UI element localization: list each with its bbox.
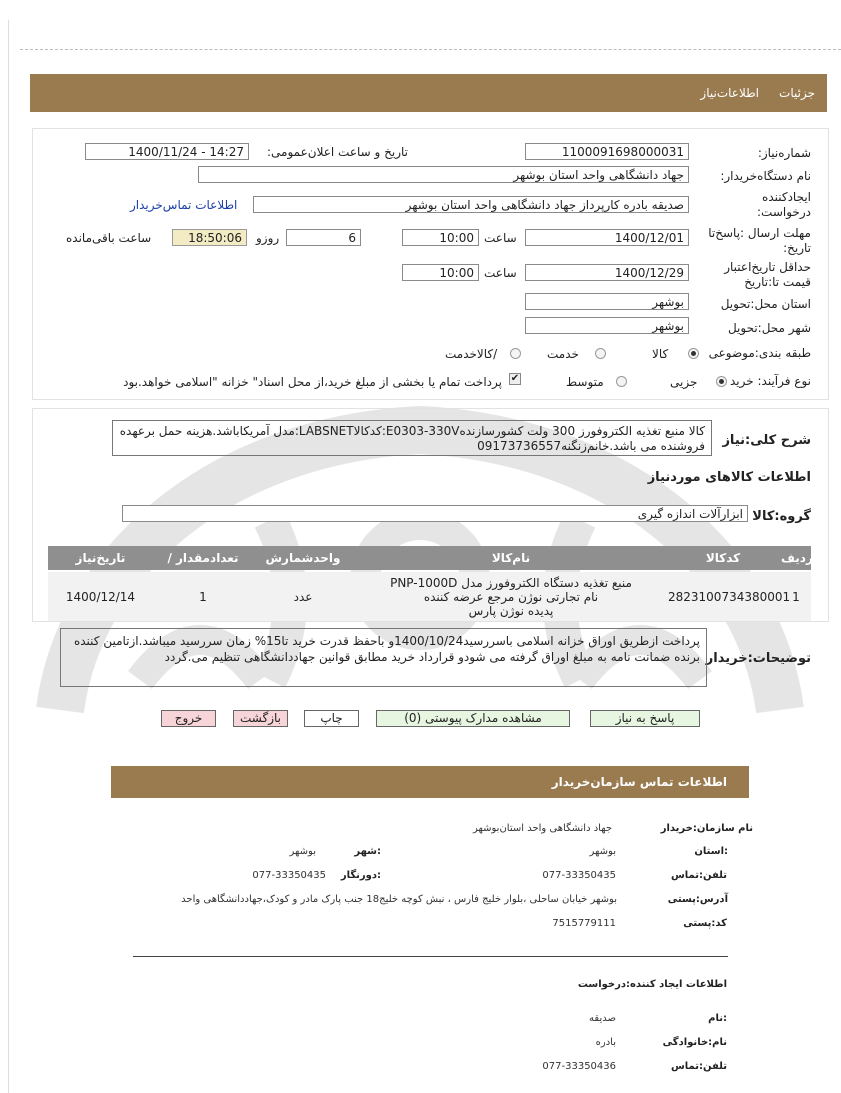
contact-phone-value: 077-33350435 [542, 870, 616, 881]
radio-medium[interactable] [616, 376, 627, 387]
cell-code: 2823100734380001 [668, 590, 791, 604]
respond-button[interactable]: پاسخ به نیاز [590, 710, 700, 727]
announce-label: تاریخ و ساعت اعلان‌عمومی: [266, 145, 408, 159]
deadline-date-field: 1400/12/01 [525, 229, 689, 246]
cell-name-3: پدیده نوژن پارس [468, 604, 554, 618]
creator-family-value: بادره [595, 1037, 616, 1048]
remaining-time-field: 18:50:06 [172, 229, 247, 246]
creator-info-title: اطلاعات ایجاد کننده:درخواست [577, 979, 727, 990]
deadline-label: مهلت ارسال :پاسخ‌تا [708, 226, 811, 240]
validity-label: حداقل تاریخ‌اعتبار [724, 260, 811, 274]
province-label: استان محل:تحویل [720, 297, 811, 311]
tab-need-info[interactable]: اطلاعات‌نیاز [700, 86, 759, 100]
buyer-notes-text: پرداخت ازطریق اوراق خزانه اسلامی باسررسید1400/10/24و باحفظ قدرت خرید تا15% زمان سررسید میباشد.ازتامین کننده برنده ضمانت نامه به مبلغ اوراق گرفته می شودو قرارداد خرید مطابق قوانین جهاددانشگاهی تنظیم می.گردد [60, 628, 707, 687]
announce-field: 1400/11/24 - 14:27 [85, 143, 249, 160]
cell-name-1: منبع تغذیه دستگاه الکتروفورز مدل PNP-1000D [390, 576, 632, 590]
cell-name-2: نام تجارتی نوژن مرجع عرضه کننده [423, 590, 599, 604]
contact-city-label: :شهر [354, 846, 381, 857]
radio-goods-service-label: /کالاخدمت [445, 347, 498, 361]
city-label: شهر محل:تحویل [727, 321, 811, 335]
goods-info-title: اطلاعات کالاهای موردنیاز [647, 470, 811, 485]
th-qty: / تعدادمقدار [167, 551, 239, 565]
contact-buyer-label: نام سازمان:خریدار [660, 823, 753, 834]
creator-phone-label: تلفن:تماس [670, 1061, 727, 1072]
cell-date: 1400/12/14 [65, 590, 136, 604]
contact-fax-value: 077-33350435 [252, 870, 326, 881]
goods-table-header [48, 546, 811, 570]
creator-name-label: :نام [708, 1013, 727, 1024]
radio-service-label: خدمت [547, 347, 579, 361]
creator-label-2: درخواست: [757, 205, 811, 219]
buyer-field: جهاد دانشگاهی واحد استان بوشهر [198, 166, 689, 183]
province-field: بوشهر [525, 293, 689, 310]
buyer-notes-label: توضیحات:خریدار [705, 651, 811, 666]
creator-name-value: صدیقه [589, 1013, 616, 1024]
creator-label: ایجادکننده [762, 190, 811, 204]
validity-time-field: 10:00 [402, 264, 479, 281]
back-button[interactable]: بازگشت [233, 710, 288, 727]
tab-details[interactable]: جزئیات [779, 86, 815, 100]
contact-divider [133, 956, 728, 957]
cell-row: 1 [792, 590, 800, 604]
table-row [48, 572, 811, 621]
contact-province-label: :استان [694, 846, 728, 857]
validity-time-label: ساعت [484, 266, 517, 280]
th-date: تاریخ‌نیاز [75, 551, 126, 565]
radio-service[interactable] [595, 348, 606, 359]
days-label: روزو [256, 231, 280, 245]
process-label: نوع فرآیند: خرید [730, 374, 811, 388]
category-label: طبقه بندی:موضوعی [708, 346, 811, 360]
buyer-contact-link[interactable]: اطلاعات تماس‌خریدار [130, 198, 238, 212]
contact-postal-label: کد:پستی [683, 918, 727, 929]
details-header-bar [30, 74, 827, 112]
need-number-field: 1100091698000031 [525, 143, 689, 160]
deadline-time-field: 10:00 [402, 229, 479, 246]
buyer-label: نام دستگاه‌خریدار: [720, 169, 811, 183]
contact-province-value: بوشهر [589, 846, 616, 857]
cell-unit: عدد [293, 590, 313, 604]
contact-phone-label: تلفن:تماس [670, 870, 727, 881]
treasury-checkbox[interactable]: ✔ [510, 373, 520, 384]
remaining-label: ساعت باقی‌مانده [66, 231, 152, 245]
left-border [8, 20, 9, 1093]
exit-button[interactable]: خروج [161, 710, 216, 727]
attachments-button[interactable]: مشاهده مدارک پیوستی (0) [376, 710, 570, 727]
summary-text: کالا منبع تغذیه الکتروفورز 300 ولت کشورسازندهE0303-330V:کدکالاLABSNET:مدل آمریکاباشد.هزینه حمل برعهده فروشنده می باشد.خانم‌زنگنه09173736557 [112, 420, 712, 456]
deadline-time-label: ساعت [484, 231, 517, 245]
city-field: بوشهر [525, 317, 689, 334]
th-unit: واحدشمارش [265, 551, 341, 565]
radio-goods-label: کالا [652, 347, 669, 361]
radio-partial[interactable] [716, 376, 727, 387]
deadline-label-2: تاریخ: [783, 241, 811, 255]
radio-goods[interactable] [688, 348, 699, 359]
contact-address-label: آدرس:پستی [667, 894, 728, 905]
th-code: کدکالا [705, 551, 741, 565]
radio-goods-service[interactable] [510, 348, 521, 359]
print-button[interactable]: چاپ [304, 710, 359, 727]
validity-label-2: قیمت تا:تاریخ [744, 275, 811, 289]
contact-address-value: بوشهر خیابان ساحلی ،بلوار خلیج فارس ، نبش کوچه خلیج18 جنب پارک مادر و کودک،جهاددانشگاهی واحد [181, 894, 617, 905]
cell-qty: 1 [199, 590, 207, 604]
contact-title: اطلاعات تماس سازمان‌خریدار [551, 775, 727, 789]
days-field: 6 [286, 229, 361, 246]
contact-postal-value: 7515779111 [552, 918, 616, 929]
top-divider [20, 49, 841, 50]
contact-fax-label: :دورنگار [340, 870, 381, 881]
group-field: ابزارآلات اندازه گیری [122, 505, 748, 522]
contact-city-value: بوشهر [289, 846, 316, 857]
creator-phone-value: 077-33350436 [542, 1061, 616, 1072]
th-row: ردیف [781, 551, 813, 565]
th-name: نام‌کالا [491, 551, 531, 565]
need-number-label: شماره‌نیاز: [757, 146, 811, 160]
creator-field: صدیقه بادره کارپرداز جهاد دانشگاهی واحد استان بوشهر [253, 196, 689, 213]
validity-date-field: 1400/12/29 [525, 264, 689, 281]
summary-label: شرح کلی:نیاز [722, 433, 811, 448]
creator-family-label: نام:خانوادگی [662, 1037, 727, 1048]
treasury-note: پرداخت تمام یا بخشی از مبلغ خرید،از محل اسناد" خزانه "اسلامی خواهد.بود [123, 375, 502, 389]
radio-medium-label: متوسط [566, 375, 604, 389]
contact-buyer-value: جهاد دانشگاهی واحد استان‌بوشهر [473, 823, 612, 834]
radio-partial-label: جزیی [670, 375, 698, 389]
group-label: گروه:کالا [752, 509, 811, 524]
contact-header-bar [111, 766, 749, 798]
